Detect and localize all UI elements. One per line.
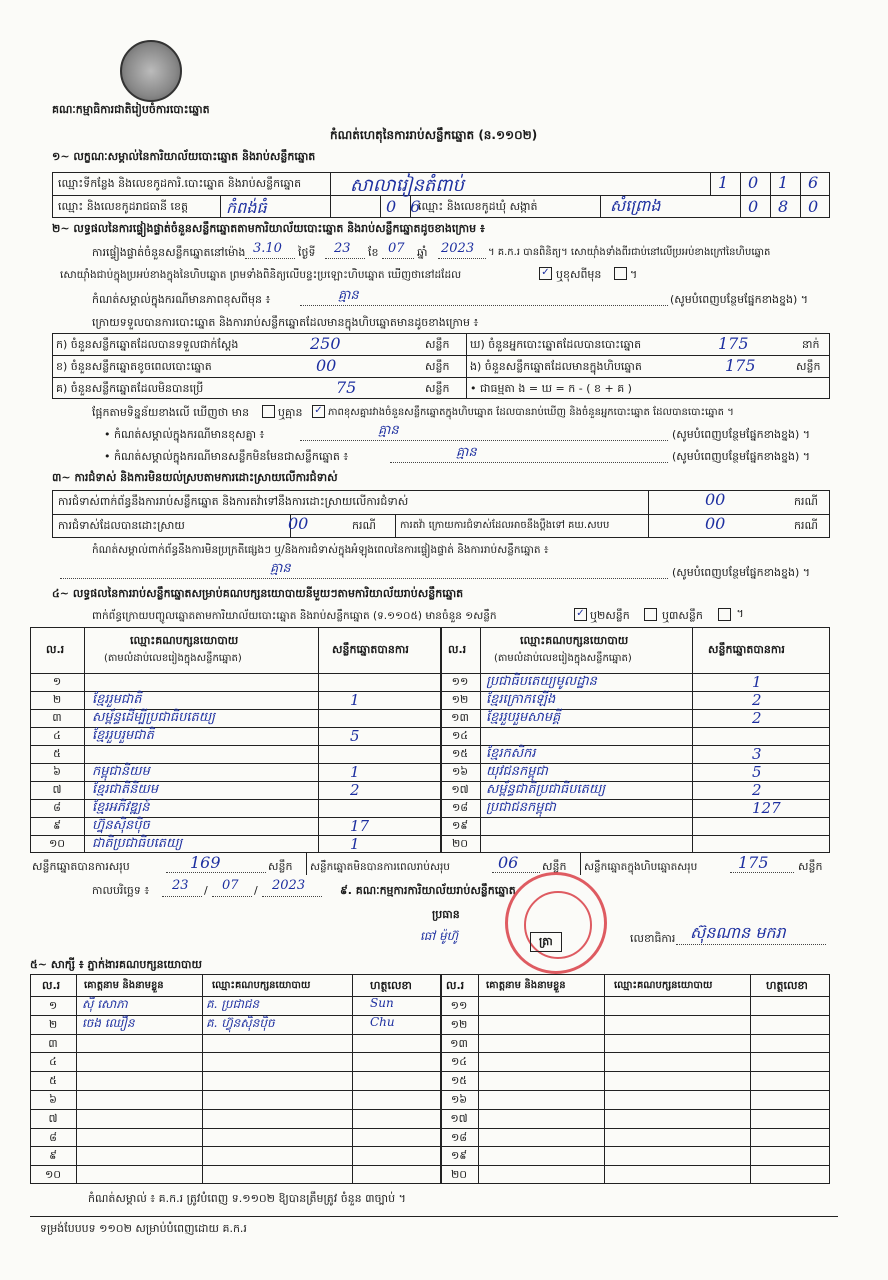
result-row-party[interactable]: ខ្មែរជាតិនិយម [92,782,159,797]
result-row-no: ២ [52,693,62,706]
date-day[interactable]: 23 [172,878,189,893]
witness-col-name-left: គោត្តនាម និងនាមខ្លួន [84,980,164,991]
section1-heading: ១~ លក្ខណៈសម្គាល់នៃការិយាល័យបោះឆ្នោត និងរាប់សន្លឹកឆ្នោត [52,150,316,163]
witness-row-no: ១១ [450,999,468,1012]
commune-value[interactable]: សំព្រោង [610,196,661,215]
result-row-votes[interactable]: 1 [350,691,360,709]
result-row-no: ៥ [53,747,61,760]
result-row-party[interactable]: ខ្មែរកសិករ [486,746,536,761]
witness-row-no: ១២ [450,1018,468,1031]
location-label: ឈ្មោះទីកន្លែង និងលេខកូដការិ.បោះឆ្នោត និងរាប់សន្លឹកឆ្នោត [58,177,302,190]
results-col-party-sub-left: (តាមលំដាប់លេខរៀងក្នុងសន្លឹកឆ្នោត) [104,653,242,664]
witness-col-no-left: ល.រ [42,979,61,992]
result-row-no: ១ [52,675,62,688]
witness-row-no: ៧ [48,1112,58,1125]
two-sheets-checkbox[interactable] [644,608,657,621]
irregularity-note-label: កំណត់សម្គាល់ពាក់ព័ន្ធនឹងការមិនប្រក្រតីផ្សេងៗ ឬ/និងការជំទាស់ក្នុងអំឡុងពេលនៃការផ្ទៀងផ្ទាត់ និងការរាប់សន្លឹកឆ្នោត ៖ [92,544,549,556]
location-code-4[interactable]: 6 [808,173,819,192]
received-value[interactable]: 250 [310,334,341,353]
irregularity-note-value[interactable]: គ្មាន [270,561,291,576]
total-box-label: សន្លឹកឆ្នោតក្នុងហិបឆ្នោតសរុប [584,861,698,873]
received-label: ក) ចំនួនសន្លឹកឆ្នោតដែលបានទទួលជាក់ស្តែង [56,338,239,351]
result-row-party[interactable]: សម្ព័ន្ធដើម្បីប្រជាធិបតេយ្យ [92,710,216,725]
total-invalid-label: សន្លឹកឆ្នោតមិនបានការពេលរាប់សរុប [310,861,450,873]
result-row-party[interactable]: ខ្មែររួបរួមជាតិ [92,728,154,743]
result-row-no: ៨ [53,801,61,814]
total-valid-unit: សន្លឹក [268,860,293,873]
discrepancy-text: ផ្អែកតាមទិន្នន័យខាងលើ ឃើញថា មាន [92,406,250,419]
result-row-no: ១៦ [451,765,469,778]
diff-note-label: កំណត់សម្គាល់ក្នុងករណីមានភាពខុសពីមុន ៖ [92,293,271,306]
witness-row-no: ២០ [450,1168,468,1181]
witness-col-no-right: ល.រ [446,979,465,992]
location-code-3[interactable]: 1 [778,173,789,192]
result-row-party[interactable]: ប្រជាធិបតេយ្យមូលដ្ឋាន [486,674,597,689]
province-value[interactable]: កំពង់ធំ [226,198,267,217]
chair-label: ប្រធាន [432,908,460,921]
result-row-no: ១២ [451,693,469,706]
witness-row-name[interactable]: ស៊ី សោភា [82,997,128,1011]
note-a-label: • កំណត់សម្គាល់ក្នុងករណីមានខុសគ្នា ៖ [104,428,265,441]
witness-col-sig-left: ហត្ថលេខា [370,979,412,992]
appeal-value[interactable]: 00 [705,514,726,533]
unused-value[interactable]: 75 [336,378,357,397]
day-label: ថ្ងៃទី [298,246,316,259]
result-row-votes[interactable]: 5 [752,763,762,781]
spoiled-unit: សន្លឹក [425,360,450,373]
witness-row-no: ៩ [49,1149,57,1162]
date-month[interactable]: 07 [222,878,239,893]
diff-note-value[interactable]: គ្មាន [338,288,359,303]
witness-row-no: ១៣ [450,1037,468,1050]
location-value[interactable]: សាលារៀនតំពាប់ [350,175,464,196]
witness-row-no: ១៤ [450,1055,468,1068]
objection-label: ការជំទាស់ពាក់ព័ន្ធនឹងការរាប់សន្លឹកឆ្នោត និងការតវ៉ាទៅនឹងការដោះស្រាយលើការជំទាស់ [58,495,409,508]
witness-row-no: ១៦ [450,1093,468,1106]
year-label: ឆ្នាំ [417,246,428,259]
result-row-no: ១៥ [451,747,469,760]
witness-col-name-right: គោត្តនាម និងនាមខ្លួន [486,980,566,991]
result-row-no: ៩ [53,819,61,832]
result-row-votes[interactable]: 1 [350,763,360,781]
form-footer: ទម្រង់បែបបទ ១១០២ សម្រាប់បំពេញដោយ គ.ក.រ [40,1222,247,1235]
witness-row-no: ៦ [49,1093,57,1106]
witness-row-no: ១៩ [450,1149,468,1162]
witness-row-name[interactable]: ចេង ឈឿន [82,1016,135,1030]
stamp-box: ត្រា [530,932,562,952]
witness-col-sig-right: ហត្ថលេខា [766,979,808,992]
form-title: កំណត់ហេតុនៃការរាប់សន្លឹកឆ្នោត (ន.១១០២) [330,128,538,142]
result-row-no: ១៨ [451,801,469,814]
no-discrepancy-checkbox[interactable]: ✓ [312,405,325,418]
formula-note: • ជាធម្មតា ង = ឃ = ក - ( ខ + គ ) [470,382,632,395]
result-row-party[interactable]: កម្ពុជានិយម [92,764,150,779]
different-checkbox[interactable] [614,267,627,280]
secretary-label: លេខាធិការ [630,932,676,945]
note-a-suffix: (សូមបំពេញបន្ថែមផ្នែកខាងខ្នង) ។ [672,428,811,441]
objection-value[interactable]: 00 [705,490,726,509]
appeal-unit: ករណី [794,519,818,532]
result-row-no: ១៣ [451,711,469,724]
witness-row-no: ១០ [44,1168,62,1181]
section4-intro: ពាក់ព័ន្ធក្រោយបញ្ចូលឆ្នោតតាមការិយាល័យបោះឆ្នោត និងរាប់សន្លឹកឆ្នោត (ទ.១១០៥) មានចំនួន ១សន្លឹក [92,610,497,622]
result-row-party[interactable]: ហ្វ៊ុនស៊ិនប៉ិច [92,818,150,833]
result-row-party[interactable]: ខ្មែររួបរួមសាមគ្គី [486,710,561,725]
unused-label: គ) ចំនួនសន្លឹកឆ្នោតដែលមិនបានប្រើ [56,382,204,395]
result-row-no: ៤ [53,729,61,742]
box-count-label: ង) ចំនួនសន្លឹកឆ្នោតដែលមានក្នុងហិបឆ្នោត [470,360,642,373]
witness-row-signature[interactable]: Chu [370,1015,395,1029]
result-row-votes[interactable]: 2 [752,691,762,709]
resolved-label: ការជំទាស់ដែលបានដោះស្រាយ [58,519,185,532]
results-col-party-sub-right: (តាមលំដាប់លេខរៀងក្នុងសន្លឹកឆ្នោត) [494,653,632,664]
same-checkbox[interactable]: ✓ [539,267,552,280]
has-discrepancy-checkbox[interactable] [262,405,275,418]
emblem-logo [120,40,182,102]
objection-unit: ករណី [794,495,818,508]
verify-text-1: ។ គ.ក.រ បានពិនិត្យ។ សោយ៉ាំងទាំងពីរជាប់នៅលើប្រអប់ខាងក្រៅនៃហិបឆ្នោត [488,247,771,258]
one-sheet-checkbox[interactable]: ✓ [574,608,587,621]
total-invalid-value[interactable]: 06 [498,853,519,872]
voters-label: ឃ) ចំនួនអ្នកបោះឆ្នោតដែលបានបោះឆ្នោត [470,338,642,351]
note-b-value[interactable]: គ្មាន [456,445,477,460]
result-row-no: ១៤ [451,729,469,742]
three-sheets-label: ឬ៣សន្លឹក [662,609,703,622]
commune-code-2[interactable]: 8 [778,197,789,216]
count-intro: ក្រោយទទួលបានការបោះឆ្នោត និងការរាប់សន្លឹកឆ្នោតដែលមានក្នុងហិបឆ្នោតមានដូចខាងក្រោម ៖ [92,316,479,329]
result-row-votes[interactable]: 1 [752,673,762,691]
form-page: គណៈកម្មាធិការជាតិរៀបចំការបោះឆ្នោត កំណត់ហេតុនៃការរាប់សន្លឹកឆ្នោត (ន.១១០២) ១~ លក្ខណៈសម្គាល់នៃការិយាល័យបោះឆ្នោត និងរាប់សន្លឹកឆ្នោត ឈ្មោះទីកន្លែង និងលេខកូដការិ.បោះឆ្នោត និងរាប់សន្លឹកឆ្នោត សាលារៀនតំពាប់ 1 0 1 6 ឈ្មោះ និងលេខកូដរាជធានី ខេត្ត កំពង់ធំ 06 ឈ្មោះ និងលេខកូដឃុំ សង្កាត់ សំព្រោង 0 8 0 ២~ លទ្ធផលនៃការផ្ទៀងផ្ទាត់ចំនួនសន្លឹកឆ្នោតតាមការិយាល័យបោះឆ្នោត និងរាប់សន្លឹកឆ្នោតដូចខាងក្រោម ៖ ការផ្ទៀងផ្ទាត់ចំនួនសន្លឹកឆ្នោតនៅម៉ោង 3.10 ថ្ងៃទី 23 ខែ 07 ឆ្នាំ 2023 ។ គ.ក.រ បានពិនិត្យ។ សោយ៉ាំងទាំងពីរជាប់នៅលើប្រអប់ខាងក្រៅនៃហិបឆ្នោត សោយ៉ាំងជាប់ក្នុងប្រអប់ខាងក្នុងនៃហិបឆ្នោត ព្រមទាំងពិនិត្យលើបន្ទះប្រឡោះហិបឆ្នោត ឃើញថានៅដដែល ✓ ឬខុសពីមុន ។ កំណត់សម្គាល់ក្នុងករណីមានភាពខុសពីមុន ៖ គ្មាន (សូមបំពេញបន្ថែមផ្នែកខាងខ្នង) ។ ក្រោយទទួលបានការបោះឆ្នោត និងការរាប់សន្លឹកឆ្នោតដែលមានក្នុងហិបឆ្នោតមានដូចខាងក្រោម ៖ ក) ចំនួនសន្លឹកឆ្នោតដែលបានទទួលជាក់ស្តែង 250 សន្លឹក ឃ) ចំនួនអ្នកបោះឆ្នោតដែលបានបោះឆ្នោត 175 នាក់ ខ) ចំនួនសន្លឹកឆ្នោតខូចពេលបោះឆ្នោត 00 សន្លឹក ង) ចំនួនសន្លឹកឆ្នោតដែលមានក្នុងហិបឆ្នោត 175 សន្លឹក គ) ចំនួនសន្លឹកឆ្នោតដែលមិនបានប្រើ 75 សន្លឹក • ជាធម្មតា ង = ឃ = ក - ( ខ + គ ) ផ្អែកតាមទិន្នន័យខាងលើ ឃើញថា មាន ឬគ្មាន ✓ ភាពខុសគ្នារវាងចំនួនសន្លឹកឆ្នោតក្នុងហិបឆ្នោត ដែលបានរាប់ឃើញ និងចំនួនអ្នកបោះឆ្នោត ដែលបានបោះឆ្នោត ។ • កំណត់សម្គាល់ក្នុងករណីមានខុសគ្នា ៖ គ្មាន (សូមបំពេញបន្ថែមផ្នែកខាងខ្នង) ។ • កំណត់សម្គាល់ក្នុងករណីមានសន្លឹកមិនមែនជាសន្លឹកឆ្នោត ៖ គ្មាន (សូមបំពេញបន្ថែមផ្នែកខាងខ្នង) ។ ៣~ ការជំទាស់ និងការមិនយល់ស្របតាមការដោះស្រាយលើការជំទាស់ ការជំទាស់ពាក់ព័ន្ធនឹងការរាប់សន្លឹកឆ្នោត និងការតវ៉ាទៅនឹងការដោះស្រាយលើការជំទាស់ 00 ករណី ការជំទាស់ដែលបានដោះស្រាយ 00 ករណី ការតវ៉ា ក្រោយការជំទាស់ដែលអាចនឹងប្តឹងទៅ គឃ.សបប 00 ករណី កំណត់សម្គាល់ពាក់ព័ន្ធនឹងការមិនប្រក្រតីផ្សេងៗ ឬ/និងការជំទាស់ក្នុងអំឡុងពេលនៃការផ្ទៀងផ្ទាត់ និងការរាប់សន្លឹកឆ្នោត ៖ គ្មាន (សូមបំពេញបន្ថែមផ្នែកខាងខ្នង) ។ ៤~ លទ្ធផលនៃការរាប់សន្លឹកឆ្នោតសម្រាប់គណបក្សនយោបាយនីមួយៗតាមការិយាល័យរាប់សន្លឹកឆ្នោត ពាក់ព័ន្ធក្រោយបញ្ចូលឆ្នោតតាមការិយាល័យបោះឆ្នោត និងរាប់សន្លឹកឆ្នោត (ទ.១១០៥) មានចំនួន ១សន្លឹក ✓ ឬ២សន្លឹក ឬ៣សន្លឹក ។ ល.រ ឈ្មោះគណបក្សនយោបាយ (តាមលំដាប់លេខរៀងក្នុងសន្លឹកឆ្នោត) សន្លឹកឆ្នោតបានការ ល.រ ឈ្មោះគណបក្សនយោបាយ (តាមលំដាប់លេខរៀងក្នុងសន្លឹកឆ្នោត) សន្លឹកឆ្នោតបានការ ១ ១១ ប្រជាធិបតេយ្យមូលដ្ឋាន 1 ២ ខ្មែររួមជាតិ 1 ១២ ខ្មែរក្រោកឡើង 2 ៣ សម្ព័ន្ធដើម្បីប្រជាធិបតេយ្យ ១៣ ខ្មែររួបរួមសាមគ្គី 2 ៤ ខ្មែររួបរួមជាតិ 5 ១៤ ៥ ១៥ ខ្មែរកសិករ 3 ៦ កម្ពុជានិយម 1 ១៦ យុវជនកម្ពុជា 5 ៧ ខ្មែរជាតិនិយម 2 ១៧ សម្ព័ន្ធជាតិប្រជាធិបតេយ្យ 2 ៨ ខ្មែរអភិវឌ្ឍន៍ ១៨ ប្រជាជនកម្ពុជា 127 ៩ ហ្វ៊ុនស៊ិនប៉ិច 17 ១៩ ១០ ជាតិប្រជាធិបតេយ្យ 1 ២០ សន្លឹកឆ្នោតបានការសរុប 169 សន្លឹក សន្លឹកឆ្នោតមិនបានការពេលរាប់សរុប 06 សន្លឹក សន្លឹកឆ្នោតក្នុងហិបឆ្នោតសរុប 175 សន្លឹក កាលបរិច្ឆេទ ៖ 23 / 07 / 2023 ៩. គណៈកម្មការការិយាល័យរាប់សន្លឹកឆ្នោត ប្រធាន ធៅ ម៉ូហ៊ូ ត្រា លេខាធិការ ស៊ុនណាន មករា ៥~ សាក្សី ៖ ភ្នាក់ងារគណបក្សនយោបាយ ល.រ គោត្តនាម និងនាមខ្លួន ឈ្មោះគណបក្សនយោបាយ ហត្ថលេខា ល.រ គោត្តនាម និងនាមខ្លួន ឈ្មោះគណបក្សនយោបាយ ហត្ថលេខា ១ ស៊ី សោភា គ. ប្រជាជន Sun ១១ ២ ចេង ឈឿន គ. ហ៊្វុនស៊ិនប៉ិច Chu ១២ ៣ ១៣ ៤ ១៤ ៥ ១៥ ៦ ១៦ ៧ ១៧ ៨ ១៨ ៩ ១៩ ១០ ២០ កំណត់សម្គាល់ ៖ គ.ក.រ ត្រូវបំពេញ ទ.១១០២ ឱ្យបានត្រឹមត្រូវ ចំនួន ៣ច្បាប់ ។ ទម្រង់បែបបទ ១១០២ សម្រាប់បំពេញដោយ គ.ក.រ [0,0,888,1280]
result-row-no: ១៩ [451,819,469,832]
result-row-votes[interactable]: 17 [350,817,370,835]
total-box-value[interactable]: 175 [738,853,769,872]
witness-row-no: ៣ [48,1037,58,1050]
results-col-no-left: ល.រ [46,643,65,656]
witness-row-no: ១៥ [450,1074,468,1087]
note-b-label: • កំណត់សម្គាល់ក្នុងករណីមានសន្លឹកមិនមែនជាសន្លឹកឆ្នោត ៖ [104,450,349,463]
note-b-suffix: (សូមបំពេញបន្ថែមផ្នែកខាងខ្នង) ។ [672,450,811,463]
witness-col-party-right: ឈ្មោះគណបក្សនយោបាយ [614,980,713,991]
result-row-no: ៧ [52,783,62,796]
committee-label: ៩. គណៈកម្មការការិយាល័យរាប់សន្លឹកឆ្នោត [340,884,516,897]
section3-heading: ៣~ ការជំទាស់ និងការមិនយល់ស្របតាមការដោះស្រាយលើការជំទាស់ [52,471,338,484]
witness-row-no: ១ [48,999,58,1012]
date-label: កាលបរិច្ឆេទ ៖ [92,884,150,897]
result-row-party[interactable]: សម្ព័ន្ធជាតិប្រជាធិបតេយ្យ [486,782,606,797]
total-invalid-unit: សន្លឹក [542,860,567,873]
verify-day[interactable]: 23 [334,241,351,256]
result-row-no: ១១ [451,675,469,688]
total-box-unit: សន្លឹក [798,860,823,873]
spoiled-label: ខ) ចំនួនសន្លឹកឆ្នោតខូចពេលបោះឆ្នោត [56,360,212,373]
box-count-unit: សន្លឹក [796,360,821,373]
location-code-2[interactable]: 0 [748,173,759,192]
total-valid-label: សន្លឹកឆ្នោតបានការសរុប [32,860,130,873]
results-col-no-right: ល.រ [448,643,467,656]
province-code[interactable]: 06 [386,197,435,216]
result-row-votes[interactable]: 127 [752,799,781,817]
witness-table [30,974,830,1184]
result-row-no: ២០ [451,837,469,850]
date-year[interactable]: 2023 [272,878,306,893]
three-sheets-checkbox[interactable] [718,608,731,621]
diff-note-suffix: (សូមបំពេញបន្ថែមផ្នែកខាងខ្នង) ។ [670,293,809,306]
commune-label: ឈ្មោះ និងលេខកូដឃុំ សង្កាត់ [418,200,538,213]
result-row-votes[interactable]: 2 [752,709,762,727]
result-row-party[interactable]: ខ្មែរអភិវឌ្ឍន៍ [92,800,150,815]
resolved-unit: ករណី [352,519,376,532]
result-row-no: ៣ [52,711,62,724]
result-row-votes[interactable]: 3 [752,745,762,763]
results-col-votes-right: សន្លឹកឆ្នោតបានការ [708,643,785,656]
witness-row-no: ១៨ [450,1131,468,1144]
section2-heading: ២~ លទ្ធផលនៃការផ្ទៀងផ្ទាត់ចំនួនសន្លឹកឆ្នោតតាមការិយាល័យបោះឆ្នោត និងរាប់សន្លឹកឆ្នោតដូចខាងក្រោម ៖ [52,222,485,235]
irregularity-note-suffix: (សូមបំពេញបន្ថែមផ្នែកខាងខ្នង) ។ [672,566,811,579]
unused-unit: សន្លឹក [425,382,450,395]
result-row-party[interactable]: ប្រជាជនកម្ពុជា [486,800,556,815]
two-sheets-label: ឬ២សន្លឹក [590,609,630,622]
committee-stamp [505,872,607,974]
verify-text-2: សោយ៉ាំងជាប់ក្នុងប្រអប់ខាងក្នុងនៃហិបឆ្នោត ព្រមទាំងពិនិត្យលើបន្ទះប្រឡោះហិបឆ្នោត ឃើញថានៅដដែល [60,269,462,281]
result-row-no: ១០ [48,837,66,850]
no-discrepancy-label: ឬគ្មាន [278,406,303,419]
result-row-votes[interactable]: 5 [350,727,360,745]
result-row-no: ១៧ [451,783,469,796]
result-row-votes[interactable]: 2 [752,781,762,799]
witness-row-no: ២ [48,1018,58,1031]
month-label: ខែ [368,246,379,259]
voters-value[interactable]: 175 [718,334,749,353]
witness-row-no: ៨ [49,1131,57,1144]
location-code-1[interactable]: 1 [718,173,729,192]
result-row-votes[interactable]: 1 [350,835,360,853]
discrepancy-text-2: ភាពខុសគ្នារវាងចំនួនសន្លឹកឆ្នោតក្នុងហិបឆ្នោត ដែលបានរាប់ឃើញ និងចំនួនអ្នកបោះឆ្នោត ដែលបានបោះឆ្នោត ។ [328,407,734,418]
verify-month[interactable]: 07 [388,241,405,256]
witness-row-no: ៥ [49,1074,57,1087]
org-name: គណៈកម្មាធិការជាតិរៀបចំការបោះឆ្នោត [52,103,210,116]
results-col-votes-left: សន្លឹកឆ្នោតបានការ [332,643,409,656]
spoiled-value[interactable]: 00 [316,356,337,375]
result-row-party[interactable]: ខ្មែររួមជាតិ [92,692,142,707]
footnote: កំណត់សម្គាល់ ៖ គ.ក.រ ត្រូវបំពេញ ទ.១១០២ ឱ្យបានត្រឹមត្រូវ ចំនួន ៣ច្បាប់ ។ [88,1192,406,1205]
verify-year[interactable]: 2023 [441,241,475,256]
section4-heading: ៤~ លទ្ធផលនៃការរាប់សន្លឹកឆ្នោតសម្រាប់គណបក្សនយោបាយនីមួយៗតាមការិយាល័យរាប់សន្លឹកឆ្នោត [52,587,464,600]
result-row-no: ៦ [53,765,61,778]
box-count-value[interactable]: 175 [725,356,756,375]
voters-unit: នាក់ [802,338,820,351]
chair-signature[interactable]: ធៅ ម៉ូហ៊ូ [420,929,459,943]
result-row-votes[interactable]: 2 [350,781,360,799]
witness-row-no: ៤ [49,1055,57,1068]
witness-row-signature[interactable]: Sun [370,996,394,1010]
section5-heading: ៥~ សាក្សី ៖ ភ្នាក់ងារគណបក្សនយោបាយ [30,958,203,971]
note-a-value[interactable]: គ្មាន [378,423,399,438]
results-col-party-left: ឈ្មោះគណបក្សនយោបាយ [130,634,239,647]
different-label: ឬខុសពីមុន [556,268,602,281]
witness-row-party[interactable]: គ. ប្រជាជន [206,997,260,1011]
witness-row-no: ១៧ [450,1112,468,1125]
commune-code-3[interactable]: 0 [808,197,819,216]
verify-time-label: ការផ្ទៀងផ្ទាត់ចំនួនសន្លឹកឆ្នោតនៅម៉ោង [92,246,246,259]
witness-row-party[interactable]: គ. ហ៊្វុនស៊ិនប៉ិច [206,1016,275,1030]
result-row-party[interactable]: ជាតិប្រជាធិបតេយ្យ [92,836,183,851]
results-col-party-right: ឈ្មោះគណបក្សនយោបាយ [520,634,629,647]
appeal-label: ការតវ៉ា ក្រោយការជំទាស់ដែលអាចនឹងប្តឹងទៅ គឃ.សបប [400,520,610,531]
witness-col-party-left: ឈ្មោះគណបក្សនយោបាយ [212,980,311,991]
secretary-value[interactable]: ស៊ុនណាន មករា [690,923,786,942]
total-valid-value[interactable]: 169 [190,853,221,872]
received-unit: សន្លឹក [425,338,450,351]
province-label: ឈ្មោះ និងលេខកូដរាជធានី ខេត្ត [58,200,188,213]
commune-code-1[interactable]: 0 [748,197,759,216]
verify-hour[interactable]: 3.10 [253,241,282,256]
result-row-party[interactable]: ខ្មែរក្រោកឡើង [486,692,556,707]
result-row-party[interactable]: យុវជនកម្ពុជា [486,764,548,779]
resolved-value[interactable]: 00 [288,514,309,533]
